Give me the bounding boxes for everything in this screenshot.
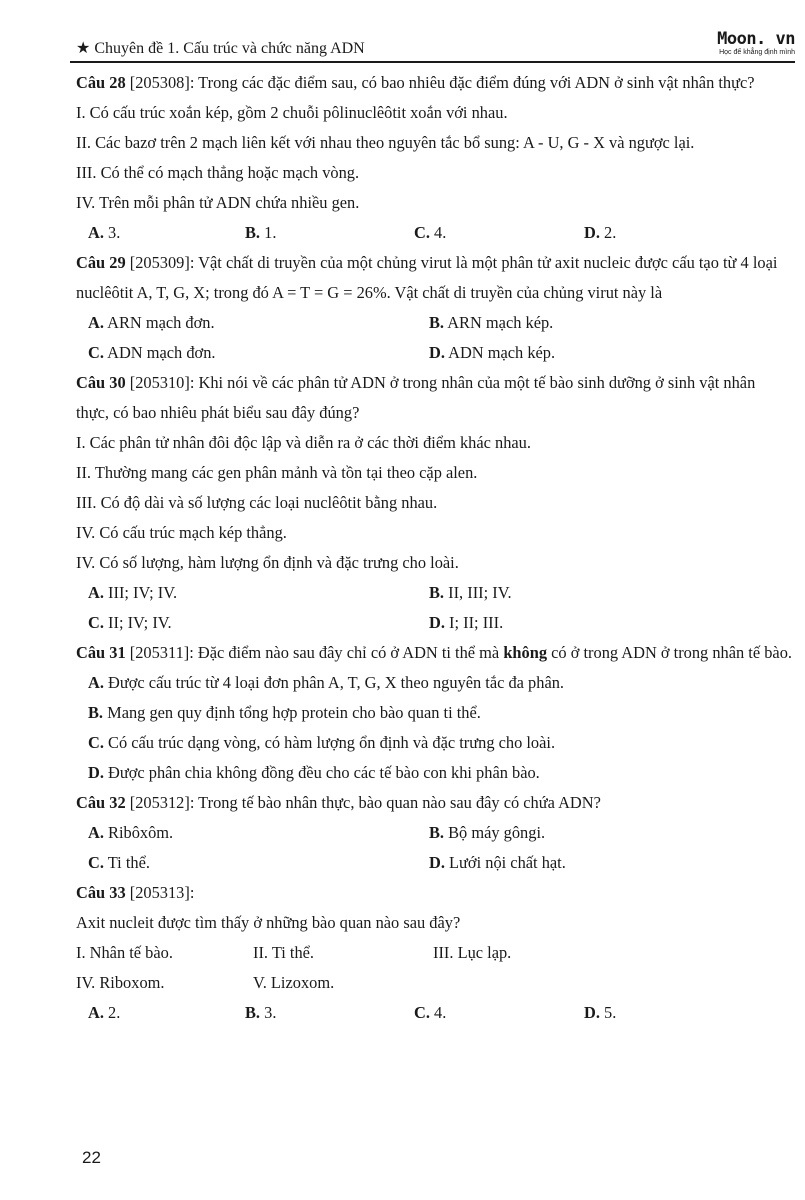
option-d: D. I; II; III. — [429, 613, 504, 632]
question-number: Câu 33 — [76, 883, 126, 902]
option-b: B. II, III; IV. — [429, 583, 512, 602]
question-text: có ở trong ADN ở trong nhân tế bào. — [547, 643, 793, 662]
option-c: C. II; IV; IV. — [88, 613, 172, 632]
page-header — [70, 30, 795, 64]
statement: IV. Có số lượng, hàm lượng ổn định và đặc trưng cho loài. — [76, 553, 459, 572]
brand-name: Moon. vn — [717, 29, 795, 49]
question-text: [205310]: Khi nói về các phân tử ADN ở trong nhân của một tế bào sinh dưỡng ở sinh vật nhân thực, có bao nhiêu phát biểu sau đây đúng? — [76, 373, 756, 422]
page-number: 22 — [82, 1148, 101, 1167]
option-d: D. Được phân chia không đồng đều cho các tế bào con khi phân bào. — [88, 763, 540, 782]
option-a: A. 2. — [88, 1003, 121, 1022]
option-a: A. III; IV; IV. — [88, 583, 178, 602]
statement: I. Có cấu trúc xoắn kép, gồm 2 chuỗi pôlinuclêôtit xoắn với nhau. — [76, 103, 508, 122]
statement: I. Các phân tử nhân đôi độc lập và diễn ra ở các thời điểm khác nhau. — [76, 433, 531, 452]
question-number: Câu 28 — [76, 73, 126, 92]
statement: III. Có thể có mạch thẳng hoặc mạch vòng. — [76, 163, 360, 182]
question-32 — [76, 788, 792, 818]
statement: V. Lizoxom. — [253, 973, 335, 992]
statement: II. Ti thể. — [253, 943, 315, 962]
option-c: C. Có cấu trúc dạng vòng, có hàm lượng ổn định và đặc trưng cho loài. — [88, 733, 556, 752]
emphasis-word: không — [503, 643, 548, 662]
option-a: A. Ribôxôm. — [88, 823, 174, 842]
statement: II. Các bazơ trên 2 mạch liên kết với nhau theo nguyên tắc bổ sung: A - U, G - X và ngược lại. — [76, 133, 695, 152]
question-text: [205313]: — [125, 883, 195, 902]
question-prompt: Axit nucleit được tìm thấy ở những bào quan nào sau đây? — [76, 913, 461, 932]
question-33 — [76, 878, 792, 908]
statement: IV. Trên mỗi phân tử ADN chứa nhiều gen. — [76, 193, 360, 212]
option-b: B. 1. — [245, 223, 277, 242]
option-a: A. Được cấu trúc từ 4 loại đơn phân A, T, G, X theo nguyên tắc đa phân. — [88, 673, 565, 692]
answer-options — [76, 338, 792, 368]
question-31 — [76, 638, 792, 668]
option-d: D. 5. — [584, 1003, 617, 1022]
answer-options — [76, 218, 792, 248]
statement: IV. Có cấu trúc mạch kép thẳng. — [76, 523, 287, 542]
question-text: [205312]: Trong tế bào nhân thực, bào quan nào sau đây có chứa ADN? — [125, 793, 601, 812]
option-b: B. Bộ máy gôngi. — [429, 823, 546, 842]
statement-row — [76, 968, 792, 998]
option-a: A. ARN mạch đơn. — [88, 313, 215, 332]
option-b: B. Mang gen quy định tổng hợp protein cho bào quan ti thể. — [88, 703, 481, 722]
question-text: [205311]: Đặc điểm nào sau đây chỉ có ở ADN ti thể mà — [125, 643, 504, 662]
question-28 — [76, 68, 792, 98]
option-c: C. ADN mạch đơn. — [88, 343, 216, 362]
chapter-title: ★ Chuyên đề 1. Cấu trúc và chức năng ADN — [76, 40, 365, 57]
option-c: C. 4. — [414, 1003, 447, 1022]
question-30 — [76, 368, 792, 428]
questions — [76, 68, 792, 1028]
statement: II. Thường mang các gen phân mảnh và tồn tại theo cặp alen. — [76, 463, 478, 482]
answer-options — [76, 848, 792, 878]
answer-options — [76, 608, 792, 638]
header-rule — [70, 61, 795, 63]
answer-options — [76, 308, 792, 338]
option-b: B. 3. — [245, 1003, 277, 1022]
answer-options — [76, 578, 792, 608]
question-text: [205308]: Trong các đặc điểm sau, có bao nhiêu đặc điểm đúng với ADN ở sinh vật nhân thực? — [125, 73, 755, 92]
question-number: Câu 32 — [76, 793, 126, 812]
option-d: D. 2. — [584, 223, 617, 242]
statement: III. Có độ dài và số lượng các loại nuclêôtit bằng nhau. — [76, 493, 438, 512]
question-number: Câu 29 — [76, 253, 126, 272]
question-29 — [76, 248, 792, 308]
question-text: [205309]: Vật chất di truyền của một chủng virut là một phân tử axit nucleic được cấu tạo từ 4 loại nuclêôtit A, T, G, X; trong đó A = T = G = 26%. Vật chất di truyền của chủng virut này là — [76, 253, 778, 302]
statement: III. Lục lạp. — [433, 943, 512, 962]
answer-options — [76, 818, 792, 848]
brand-tagline: Học để khẳng định mình — [719, 49, 795, 56]
statement: IV. Riboxom. — [76, 973, 165, 992]
option-a: A. 3. — [88, 223, 121, 242]
statement-row — [76, 938, 792, 968]
question-number: Câu 31 — [76, 643, 126, 662]
answer-options — [76, 998, 792, 1028]
option-c: C. 4. — [414, 223, 447, 242]
statement: I. Nhân tế bào. — [76, 943, 173, 962]
brand-logo — [717, 30, 795, 57]
option-d: D. ADN mạch kép. — [429, 343, 556, 362]
option-c: C. Ti thể. — [88, 853, 150, 872]
option-d: D. Lưới nội chất hạt. — [429, 853, 566, 872]
option-b: B. ARN mạch kép. — [429, 313, 554, 332]
question-number: Câu 30 — [76, 373, 126, 392]
